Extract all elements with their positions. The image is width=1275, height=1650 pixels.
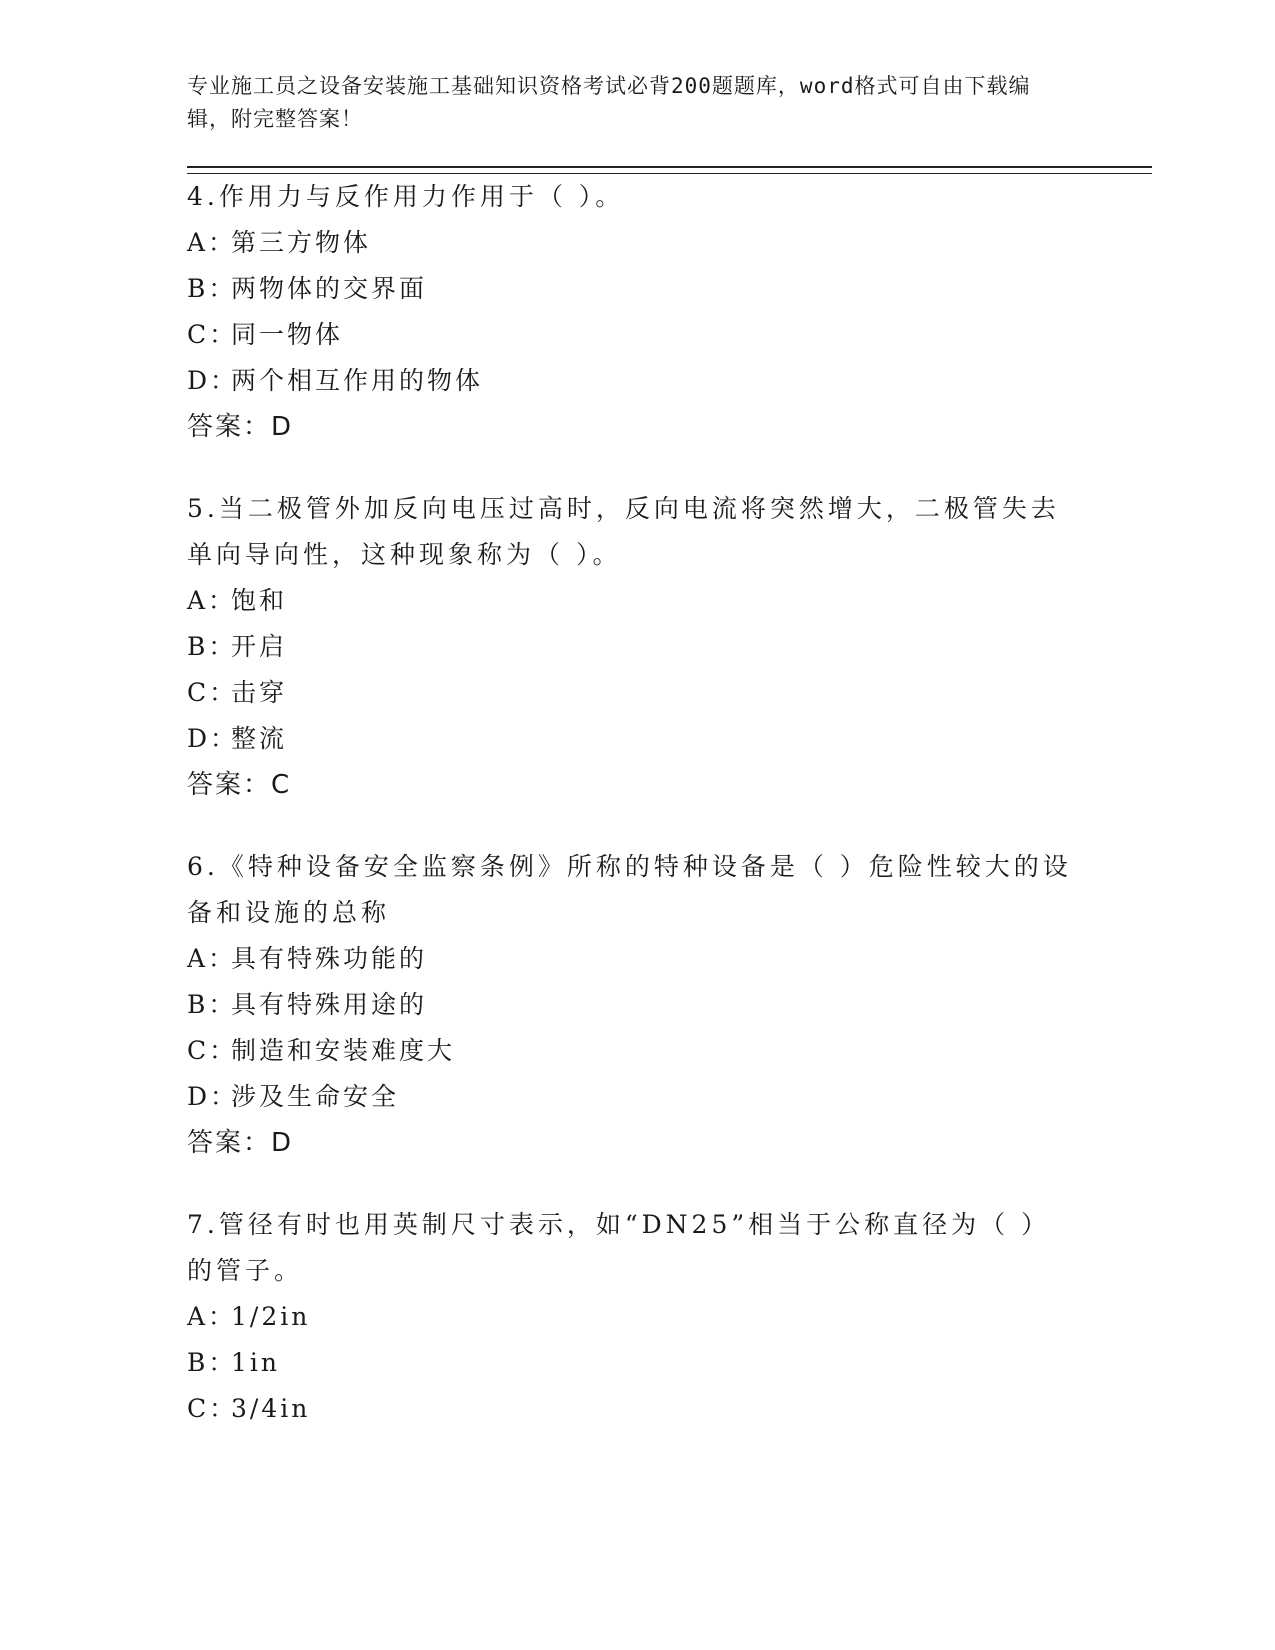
option-a: [187, 1294, 1152, 1340]
answer-line: 答案：D: [187, 412, 294, 442]
option-letter: A：: [187, 586, 237, 615]
option-c: [187, 1386, 1152, 1432]
question-stem: 4.作用力与反作用力作用于（ ）。: [187, 182, 625, 211]
option-text: 饱和: [231, 586, 288, 615]
question-6: [187, 844, 1152, 1166]
option-a: [187, 936, 1152, 982]
option-d: [187, 716, 1152, 762]
option-letter: C：: [187, 1036, 238, 1065]
option-text: 两物体的交界面: [231, 274, 428, 303]
option-letter: B：: [187, 990, 237, 1019]
option-b: [187, 982, 1152, 1028]
document-header: 专业施工员之设备安装施工基础知识资格考试必背200题题库，word格式可自由下载编辑，附完整答案！: [187, 74, 1031, 131]
question-stem: 7.管径有时也用英制尺寸表示，如“DN25”相当于公称直径为（ ）的管子。: [187, 1210, 1051, 1285]
question-list: [187, 174, 1152, 1432]
option-text: 同一物体: [231, 320, 344, 349]
option-c: [187, 312, 1152, 358]
option-text: 具有特殊用途的: [231, 990, 428, 1019]
option-text: 1/2in: [231, 1302, 311, 1331]
option-a: [187, 578, 1152, 624]
header-divider: [187, 166, 1152, 174]
document-page: [187, 70, 1152, 1468]
option-letter: B：: [187, 274, 237, 303]
option-d: [187, 358, 1152, 404]
option-b: [187, 624, 1152, 670]
option-c: [187, 1028, 1152, 1074]
answer-line: 答案：C: [187, 770, 292, 800]
option-text: 开启: [231, 632, 288, 661]
option-b: [187, 1340, 1152, 1386]
option-letter: C：: [187, 678, 238, 707]
option-letter: B：: [187, 1348, 237, 1377]
option-text: 击穿: [231, 678, 288, 707]
question-5: [187, 486, 1152, 808]
question-stem: 6.《特种设备安全监察条例》所称的特种设备是（ ）危险性较大的设备和设施的总称: [187, 852, 1072, 927]
question-4: [187, 174, 1152, 450]
option-text: 第三方物体: [231, 228, 372, 257]
option-letter: C：: [187, 320, 238, 349]
question-7: [187, 1202, 1152, 1432]
option-text: 3/4in: [231, 1394, 311, 1423]
question-stem: 5.当二极管外加反向电压过高时，反向电流将突然增大，二极管失去单向导向性，这种现象称为（ ）。: [187, 494, 1060, 569]
answer-line: 答案：D: [187, 1128, 294, 1158]
option-c: [187, 670, 1152, 716]
option-d: [187, 1074, 1152, 1120]
option-text: 1in: [231, 1348, 281, 1377]
option-text: 涉及生命安全: [231, 1082, 400, 1111]
option-letter: D：: [187, 366, 239, 395]
option-a: [187, 220, 1152, 266]
option-text: 整流: [231, 724, 288, 753]
option-letter: D：: [187, 724, 239, 753]
option-text: 制造和安装难度大: [231, 1036, 456, 1065]
option-letter: A：: [187, 228, 237, 257]
option-letter: B：: [187, 632, 237, 661]
option-letter: A：: [187, 1302, 237, 1331]
option-letter: D：: [187, 1082, 239, 1111]
option-b: [187, 266, 1152, 312]
option-letter: C：: [187, 1394, 238, 1423]
option-text: 两个相互作用的物体: [231, 366, 484, 395]
option-text: 具有特殊功能的: [231, 944, 428, 973]
option-letter: A：: [187, 944, 237, 973]
